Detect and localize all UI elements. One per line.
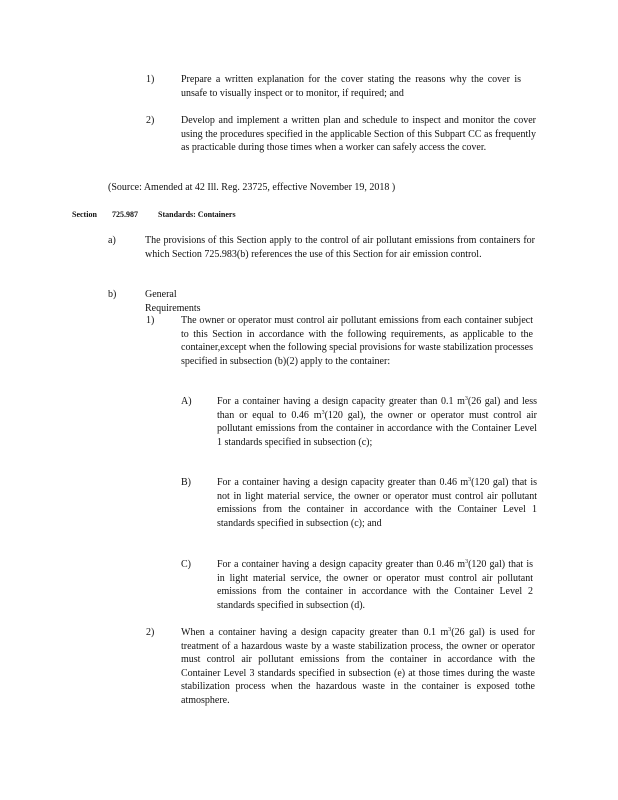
subparagraph-text: For a container having a design capacity greater than 0.46 $m^3(120$ gal) that is not in light material service, the owner or operator must control air pollutant emissions from the container in accordance with the Container Level 1 standards specified in subsection (c); and: [217, 477, 538, 529]
paragraph-text: When a container having a design capacity greater than 0.1 $m^3(26$ gal) is used for treatment of a hazardous waste by a waste stabilization process, the owner or operator must control air pollutant emissions from the container in accordance with the Container Level 3 standards specified in subsection (e) at those times during the waste stabilization process when the hazardous waste in the container is exposed tothe atmosphere.: [181, 627, 535, 706]
subparagraph-label: B): [181, 477, 191, 488]
subsection-text: The provisions of this Section apply to the control of air pollutant emissions from containers for which Section 725.983(b) references the use of this Section for air emission control.: [145, 235, 535, 260]
subsection-title: General Requirements: [145, 289, 201, 314]
source-note: (Source: Amended at 42 Ill. Reg. 23725, effective November 19, 2018 ): [108, 182, 396, 193]
paragraph-text: The owner or operator must control air pollutant emissions from each container subject to this Section in accordance with the following requirements, as applicable to the container,except when the following special provisions for waste stabilization processes specified in subsection (b)(2) apply to the container:: [181, 315, 533, 367]
subparagraph-text: For a container having a design capacity greater than 0.1 $m^3(26$ gal) and less than or equal to 0.46 $m^3(120$ gal), the owner or operator must control air pollutant emissions from the container in accordance with the Container Level 1 standards specified in subsection (c);: [217, 396, 537, 448]
subparagraph-text: For a container having a design capacity greater than 0.46 $m^3(120$ gal) that is in light material service, the owner or operator must control air pollutant emissions from the container in accordance with the Container Level 2 standards specified in subsection (d).: [217, 559, 534, 611]
item-text: Prepare a written explanation for the cover stating the reasons why the cover is unsafe to visually inspect or to monitor, if required; and: [181, 74, 521, 99]
section-number: 725.987: [112, 210, 138, 219]
item-label: 2): [146, 115, 155, 126]
section-title: Standards: Containers: [158, 210, 236, 219]
item-label: 1): [146, 74, 155, 85]
subparagraph-label: A): [181, 396, 192, 407]
paragraph-label: 1): [146, 315, 155, 326]
item-text: Develop and implement a written plan and schedule to inspect and monitor the cover using the procedures specified in the applicable Section of this Subpart CC as frequently as practicable during those times when a worker can safely access the cover.: [181, 115, 536, 153]
subparagraph-label: C): [181, 559, 191, 570]
subsection-label: a): [108, 235, 116, 246]
section-word: Section: [72, 210, 97, 219]
subsection-label: b): [108, 289, 117, 300]
paragraph-label: 2): [146, 627, 155, 638]
